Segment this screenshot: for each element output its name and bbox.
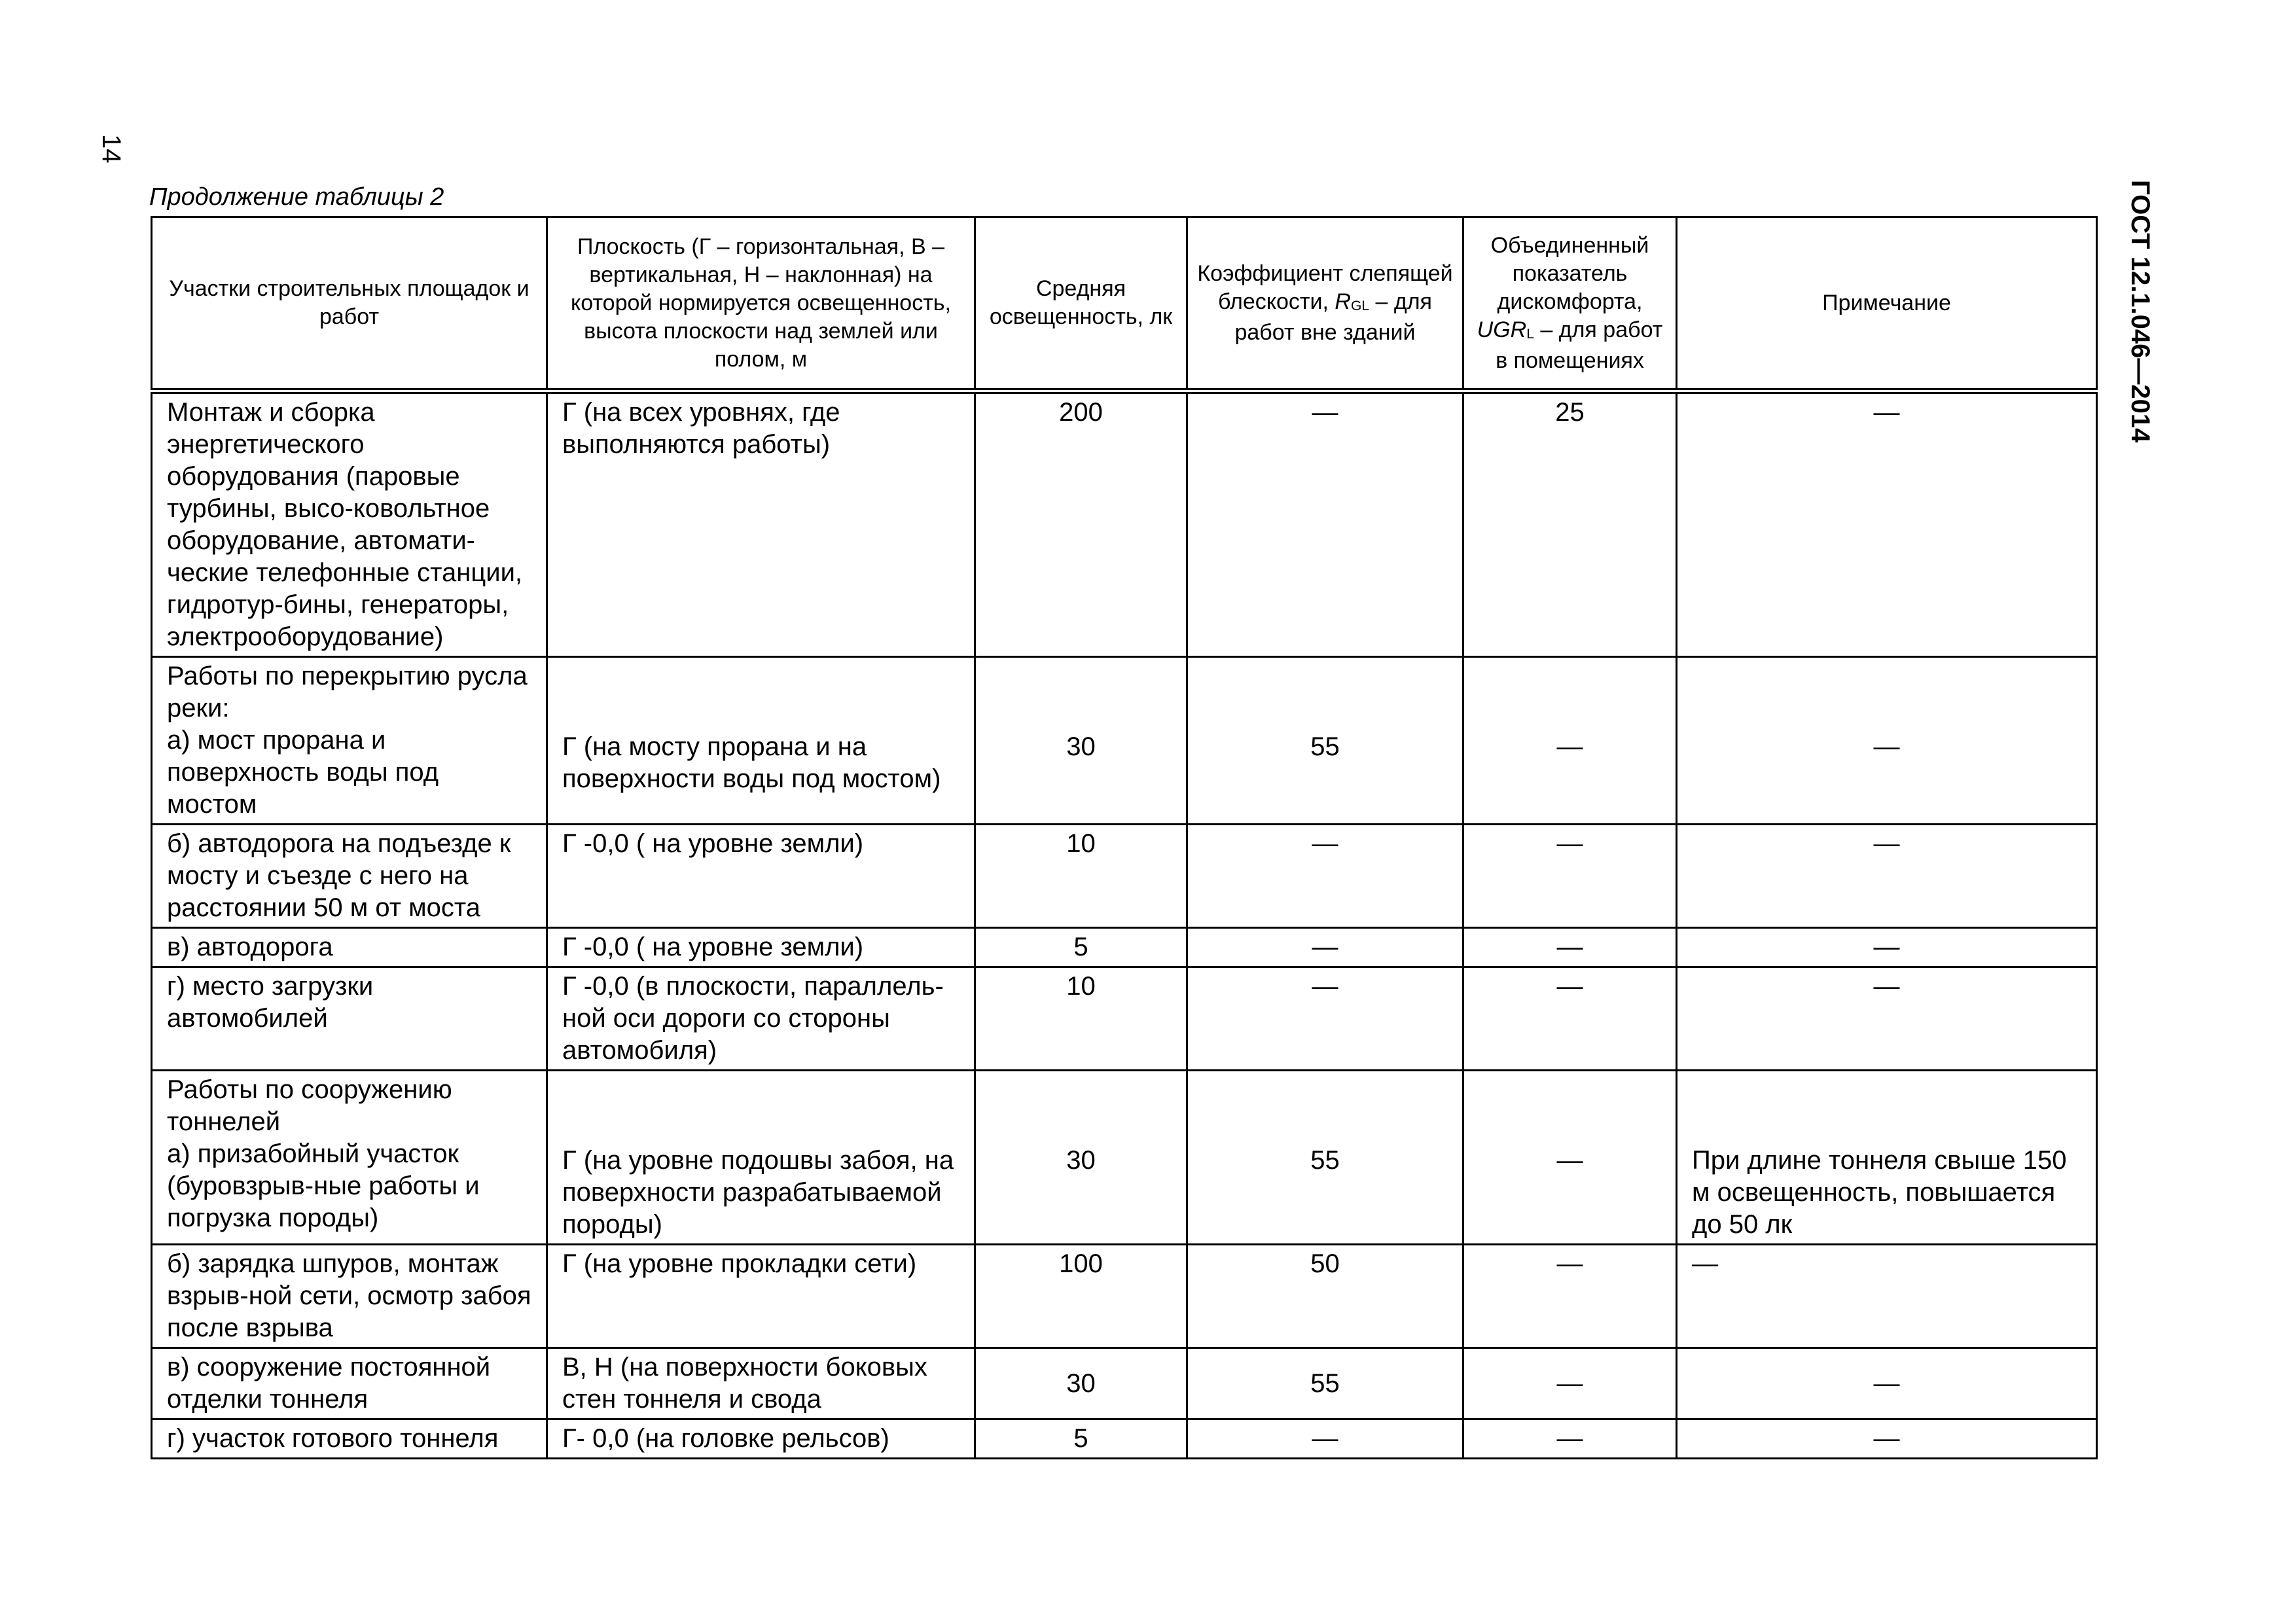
header-ugr — [1463, 217, 1677, 391]
cell-area: б) зарядка шпуров, монтаж взрыв-ной сети, осмотр забоя после взрыва — [152, 1245, 547, 1348]
area-item: а) мост прорана и поверхность воды под мостом — [167, 726, 439, 819]
cell-note: — — [1677, 1245, 2097, 1348]
cell-plane: Г -0,0 ( на уровне земли) — [547, 825, 975, 928]
cell-ugr: — — [1463, 967, 1677, 1071]
cell-plane: Г (на уровне прокладки сети) — [547, 1245, 975, 1348]
cell-area — [152, 657, 547, 825]
cell-ugr: — — [1463, 657, 1677, 825]
cell-plane: В, Н (на поверхности боковых стен тоннеля и свода — [547, 1348, 975, 1419]
cell-note: — — [1677, 825, 2097, 928]
header-lux: Средняя освещенность, лк — [975, 217, 1187, 391]
cell-rgl: 55 — [1187, 1348, 1463, 1419]
cell-ugr: — — [1463, 1245, 1677, 1348]
cell-plane: Г (на всех уровнях, где выполняются работы) — [547, 391, 975, 657]
table-row — [152, 928, 2097, 967]
cell-note: — — [1677, 967, 2097, 1071]
header-rgl-post: – для работ вне зданий — [1234, 289, 1432, 345]
header-rgl-pre: Коэффициент слепящей блескости, — [1197, 260, 1453, 314]
cell-lux: 5 — [975, 1419, 1187, 1459]
cell-lux: 100 — [975, 1245, 1187, 1348]
cell-area: в) автодорога — [152, 928, 547, 967]
header-ugr-pre: Объединенный показатель дискомфорта, — [1490, 232, 1649, 314]
table-continuation-caption: Продолжение таблицы 2 — [149, 183, 444, 211]
cell-plane: Г (на мосту прорана и на поверхности воды под мостом) — [547, 657, 975, 825]
cell-area: г) участок готового тоннеля — [152, 1419, 547, 1459]
cell-area: Монтаж и сборка энергетического оборудования (паровые турбины, высо-ковольтное оборудование, автомати-ческие телефонные станции, гидротур-бины, генераторы, электрооборудование) — [152, 391, 547, 657]
table-row — [152, 1245, 2097, 1348]
cell-area — [152, 1071, 547, 1245]
cell-note: — — [1677, 928, 2097, 967]
cell-note: При длине тоннеля свыше 150 м освещенность, повышается до 50 лк — [1677, 1071, 2097, 1245]
cell-plane: Г -0,0 (в плоскости, параллель-ной оси дороги со стороны автомобиля) — [547, 967, 975, 1071]
cell-rgl: — — [1187, 967, 1463, 1071]
cell-rgl: 55 — [1187, 657, 1463, 825]
cell-ugr: 25 — [1463, 391, 1677, 657]
cell-rgl: — — [1187, 825, 1463, 928]
cell-lux: 10 — [975, 825, 1187, 928]
cell-rgl: — — [1187, 1419, 1463, 1459]
cell-plane: Г (на уровне подошвы забоя, на поверхности разрабатываемой породы) — [547, 1071, 975, 1245]
table-row — [152, 657, 2097, 825]
cell-area: в) сооружение постоянной отделки тоннеля — [152, 1348, 547, 1419]
cell-lux: 200 — [975, 391, 1187, 657]
lighting-norms-table — [151, 216, 2098, 1459]
header-plane: Плоскость (Г – горизонтальная, В – вертикальная, Н – наклонная) на которой нормируется освещенность, высота плоскости над землей или полом, м — [547, 217, 975, 391]
cell-plane: Г- 0,0 (на головке рельсов) — [547, 1419, 975, 1459]
cell-rgl: 50 — [1187, 1245, 1463, 1348]
cell-rgl: 55 — [1187, 1071, 1463, 1245]
area-group-heading: Работы по перекрытию русла реки: — [167, 662, 528, 722]
cell-rgl: — — [1187, 928, 1463, 967]
cell-lux: 30 — [975, 657, 1187, 825]
header-ugr-subscript: L — [1526, 326, 1534, 342]
header-rgl — [1187, 217, 1463, 391]
page-number: 14 — [97, 134, 126, 164]
cell-lux: 5 — [975, 928, 1187, 967]
cell-note: — — [1677, 1419, 2097, 1459]
header-note: Примечание — [1677, 217, 2097, 391]
cell-lux: 30 — [975, 1071, 1187, 1245]
cell-lux: 10 — [975, 967, 1187, 1071]
cell-area: б) автодорога на подъезде к мосту и съезде с него на расстоянии 50 м от моста — [152, 825, 547, 928]
table-row — [152, 825, 2097, 928]
cell-ugr: — — [1463, 825, 1677, 928]
cell-area: г) место загрузки автомобилей — [152, 967, 547, 1071]
table-row — [152, 1071, 2097, 1245]
table-row — [152, 1348, 2097, 1419]
header-ugr-post: – для работ в помещениях — [1496, 317, 1663, 373]
cell-note: — — [1677, 391, 2097, 657]
cell-ugr: — — [1463, 1348, 1677, 1419]
header-ugr-symbol: UGR — [1477, 317, 1527, 342]
document-code: ГОСТ 12.1.046—2014 — [2126, 180, 2155, 443]
lighting-norms-table-wrapper — [151, 216, 2096, 1459]
cell-note: — — [1677, 1348, 2097, 1419]
header-rgl-symbol: R — [1335, 289, 1351, 314]
header-area: Участки строительных площадок и работ — [152, 217, 547, 391]
cell-note: — — [1677, 657, 2097, 825]
table-row — [152, 391, 2097, 657]
area-item: а) призабойный участок (буровзрыв-ные работы и погрузка породы) — [167, 1139, 480, 1232]
cell-plane: Г -0,0 ( на уровне земли) — [547, 928, 975, 967]
table-row — [152, 1419, 2097, 1459]
cell-rgl: — — [1187, 391, 1463, 657]
cell-ugr: — — [1463, 928, 1677, 967]
table-row — [152, 967, 2097, 1071]
cell-lux: 30 — [975, 1348, 1187, 1419]
cell-ugr: — — [1463, 1419, 1677, 1459]
header-rgl-subscript: GL — [1350, 298, 1370, 313]
cell-ugr: — — [1463, 1071, 1677, 1245]
table-header-row — [152, 217, 2097, 391]
area-group-heading: Работы по сооружению тоннелей — [167, 1075, 452, 1136]
